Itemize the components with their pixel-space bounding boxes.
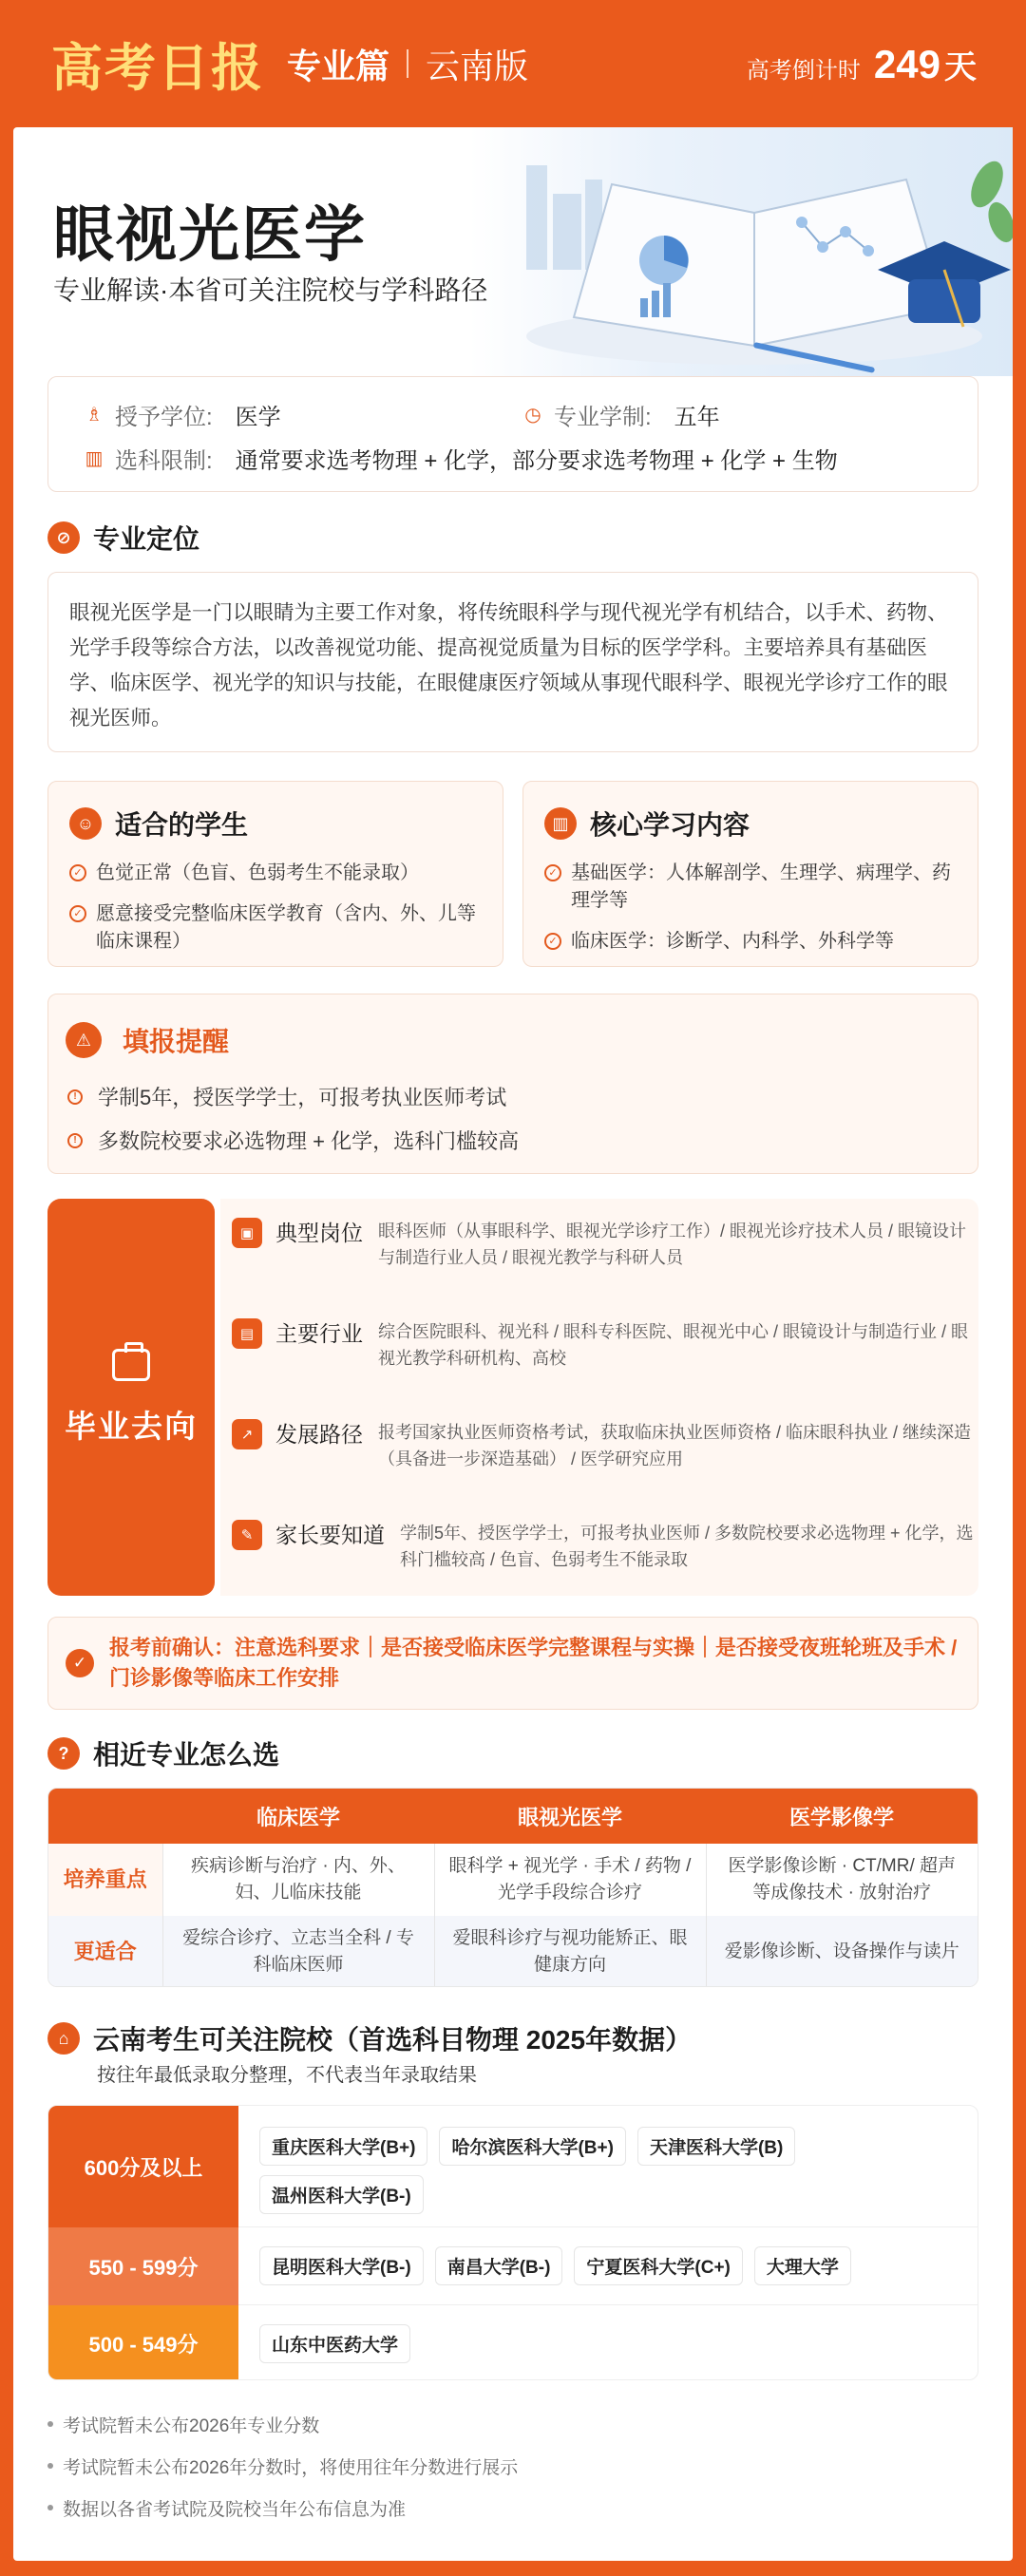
check-circle-icon: ✓ bbox=[66, 1649, 94, 1677]
core-title: 核心学习内容 bbox=[590, 810, 750, 840]
core-list bbox=[544, 860, 960, 969]
row-label: 培养重点 bbox=[48, 1844, 162, 1916]
school-chip[interactable]: 天津医科大学(B) bbox=[637, 2127, 795, 2166]
page-title: 眼视光医学 bbox=[53, 200, 367, 269]
table-cell: 疾病诊断与治疗 · 内、外、妇、儿临床技能 bbox=[162, 1844, 434, 1916]
list-item: ✓ 愿意接受完整临床医学教育（含内、外、儿等临床课程） bbox=[69, 900, 485, 956]
question-icon: ? bbox=[48, 1737, 80, 1770]
list-item: ✓ 基础医学：人体解剖学、生理学、病理学、药理学等 bbox=[544, 860, 960, 915]
subject-value: 通常要求选考物理 + 化学，部分要求选考物理 + 化学 + 生物 bbox=[235, 448, 838, 474]
header-cell: 临床医学 bbox=[162, 1789, 434, 1844]
school-chip[interactable]: 重庆医科大学(B+) bbox=[259, 2127, 428, 2166]
suitable-heading bbox=[69, 805, 248, 843]
score-band-label: 600分及以上 bbox=[48, 2106, 238, 2227]
graduation-item-industry: ▤ 主要行业 综合医院眼科、视光科 / 眼科专科医院、眼视光中心 / 眼镜设计与制造行业 / 眼视光教学科研机构、高校 bbox=[232, 1318, 978, 1372]
suitable-students-card bbox=[48, 781, 504, 967]
suitable-title: 适合的学生 bbox=[115, 810, 249, 840]
score-band-label: 500 - 549分 bbox=[48, 2305, 238, 2380]
duration-label: 专业学制: bbox=[554, 405, 652, 430]
degree-value: 医学 bbox=[235, 405, 281, 430]
school-chip[interactable]: 山东中医药大学 bbox=[259, 2324, 410, 2363]
alert-icon: ! bbox=[67, 1089, 83, 1105]
header-cell bbox=[48, 1789, 162, 1844]
open-book-icon: ▥ bbox=[544, 807, 577, 840]
school-chip[interactable]: 大理大学 bbox=[754, 2246, 851, 2285]
header-cell: 眼视光医学 bbox=[434, 1789, 706, 1844]
confirm-banner bbox=[48, 1617, 978, 1710]
school-chip[interactable]: 南昌大学(B-) bbox=[435, 2246, 563, 2285]
compare-heading bbox=[48, 1734, 279, 1772]
briefcase-icon bbox=[112, 1349, 150, 1381]
divider bbox=[407, 49, 408, 78]
graduation-item-jobs: ▣ 典型岗位 眼科医师（从事眼科学、眼视光学诊疗工作）/ 眼视光诊疗技术人员 / 眼镜设计与制造行业人员 / 眼视光教学与科研人员 bbox=[232, 1218, 978, 1271]
book-icon: ▥ bbox=[85, 448, 104, 469]
positioning-title: 专业定位 bbox=[93, 524, 200, 554]
page-subtitle: 专业解读·本省可关注院校与学科路径 bbox=[53, 275, 488, 305]
table-cell: 医学影像诊断 · CT/MR/ 超声等成像技术 · 放射治疗 bbox=[706, 1844, 978, 1916]
schools-table bbox=[48, 2105, 978, 2380]
graduation-item-parents: ✎ 家长要知道 学制5年、授医学学士，可报考执业医师 / 多数院校要求必选物理 + 化学，选科门槛较高 / 色盲、色弱考生不能录取 bbox=[232, 1520, 978, 1573]
footnote: 数据以各省考试院及院校当年公布信息为准 bbox=[48, 2487, 518, 2529]
hero-illustration bbox=[469, 127, 1013, 376]
list-item: ! 多数院校要求必选物理 + 化学，选科门槛较高 bbox=[67, 1126, 519, 1155]
header-cell: 医学影像学 bbox=[706, 1789, 978, 1844]
alert-icon: ! bbox=[67, 1133, 83, 1148]
duration-row bbox=[520, 398, 720, 431]
compare-title: 相近专业怎么选 bbox=[93, 1740, 280, 1770]
subject-label: 选科限制: bbox=[115, 448, 213, 474]
major-info-box bbox=[48, 376, 978, 492]
score-band-schools bbox=[238, 2106, 978, 2227]
check-icon: ✓ bbox=[544, 933, 561, 950]
home-icon: ⌂ bbox=[48, 2022, 80, 2055]
compass-icon: ⊘ bbox=[48, 521, 80, 554]
countdown-label: 高考倒计时 bbox=[746, 57, 861, 84]
row-label: 更适合 bbox=[48, 1916, 162, 1987]
graduation-list bbox=[220, 1199, 978, 1596]
core-heading bbox=[544, 805, 750, 843]
warning-icon: ⚠ bbox=[66, 1022, 102, 1058]
countdown-value: 249 bbox=[873, 41, 940, 86]
clock-icon: ◷ bbox=[524, 405, 542, 426]
book-and-cap-illustration bbox=[469, 127, 1013, 376]
school-chip[interactable]: 哈尔滨医科大学(B+) bbox=[439, 2127, 625, 2166]
table-cell: 爱影像诊断、设备操作与读片 bbox=[706, 1916, 978, 1987]
graduation-title: 毕业去向 bbox=[65, 1408, 198, 1444]
check-icon: ✓ bbox=[544, 864, 561, 881]
core-content-card bbox=[522, 781, 978, 967]
table-cell: 爱眼科诊疗与视功能矫正、眼健康方向 bbox=[434, 1916, 706, 1987]
countdown-unit: 天 bbox=[944, 48, 977, 85]
check-icon: ✓ bbox=[69, 864, 86, 881]
footnote: 考试院暂未公布2026年专业分数 bbox=[48, 2403, 518, 2445]
school-chip[interactable]: 宁夏医科大学(C+) bbox=[574, 2246, 742, 2285]
person-icon: ☺ bbox=[69, 807, 102, 840]
countdown bbox=[747, 41, 977, 87]
table-row bbox=[48, 1916, 978, 1987]
list-item: ✓ 色觉正常（色盲、色弱考生不能录取） bbox=[69, 860, 485, 887]
schools-title: 云南考生可关注院校（首选科目物理 2025年数据） bbox=[93, 2025, 693, 2055]
compare-table bbox=[48, 1788, 978, 1987]
score-band-label: 550 - 599分 bbox=[48, 2227, 238, 2305]
positioning-heading bbox=[48, 519, 200, 557]
school-chip[interactable]: 温州医科大学(B-) bbox=[259, 2175, 424, 2214]
building-icon: ▤ bbox=[232, 1318, 262, 1349]
brand-logo: 高考日报 bbox=[51, 39, 264, 97]
top-banner bbox=[0, 0, 1026, 127]
footnotes bbox=[48, 2403, 518, 2529]
footnote: 考试院暂未公布2026年分数时，将使用往年分数进行展示 bbox=[48, 2445, 518, 2487]
school-chip[interactable]: 昆明医科大学(B-) bbox=[259, 2246, 424, 2285]
medal-icon: ♗ bbox=[86, 405, 103, 426]
bullet bbox=[48, 2421, 53, 2427]
score-band-schools bbox=[238, 2305, 978, 2380]
id-card-icon: ▣ bbox=[232, 1218, 262, 1248]
table-header-row bbox=[48, 1789, 978, 1844]
bullet bbox=[48, 2463, 53, 2469]
schools-heading bbox=[48, 2019, 692, 2057]
check-icon: ✓ bbox=[69, 905, 86, 922]
trend-icon: ↗ bbox=[232, 1419, 262, 1449]
degree-label: 授予学位: bbox=[115, 405, 213, 430]
table-cell: 爱综合诊疗、立志当全科 / 专科临床医师 bbox=[162, 1916, 434, 1987]
subject-row bbox=[81, 442, 838, 475]
list-item: ✓ 临床医学：诊断学、内科学、外科学等 bbox=[544, 928, 960, 956]
duration-value: 五年 bbox=[674, 405, 720, 430]
graduation-side-label bbox=[48, 1199, 215, 1596]
graduation-item-path: ↗ 发展路径 报考国家执业医师资格考试，获取临床执业医师资格 / 临床眼科执业 / 继续深造（具备进一步深造基础） / 医学研究应用 bbox=[232, 1419, 978, 1472]
positioning-text: 眼视光医学是一门以眼睛为主要工作对象，将传统眼科学与现代视光学有机结合，以手术、药物、光学手段等综合方法，以改善视觉功能、提高视觉质量为目标的医学学科。主要培养具有基础医学、临床医学、视光学的知识与技能，在眼健康医疗领域从事现代眼科学、眼视光学诊疗工作的眼视光医师。 bbox=[48, 572, 978, 752]
section-part: 专业篇 bbox=[287, 46, 390, 85]
schools-subtitle: 按往年最低录取分整理，不代表当年录取结果 bbox=[97, 2065, 477, 2086]
edition-label: 云南版 bbox=[426, 46, 529, 85]
table-row bbox=[48, 1844, 978, 1916]
bullet bbox=[48, 2505, 53, 2510]
list-item: ! 学制5年，授医学学士，可报考执业医师考试 bbox=[67, 1082, 506, 1111]
reminder-title: 填报提醒 bbox=[123, 1027, 230, 1056]
reminder-heading bbox=[66, 1021, 229, 1059]
reminder-card bbox=[48, 994, 978, 1174]
notice-icon: ✎ bbox=[232, 1520, 262, 1550]
suitable-list bbox=[69, 860, 485, 969]
confirm-text: 报考前确认：注意选科要求｜是否接受临床医学完整课程与实操｜是否接受夜班轮班及手术 / 门诊影像等临床工作安排 bbox=[109, 1636, 958, 1690]
table-cell: 眼科学 + 视光学 · 手术 / 药物 / 光学手段综合诊疗 bbox=[434, 1844, 706, 1916]
content-card bbox=[13, 127, 1013, 2561]
degree-row bbox=[81, 398, 281, 431]
score-band-schools bbox=[238, 2227, 978, 2305]
